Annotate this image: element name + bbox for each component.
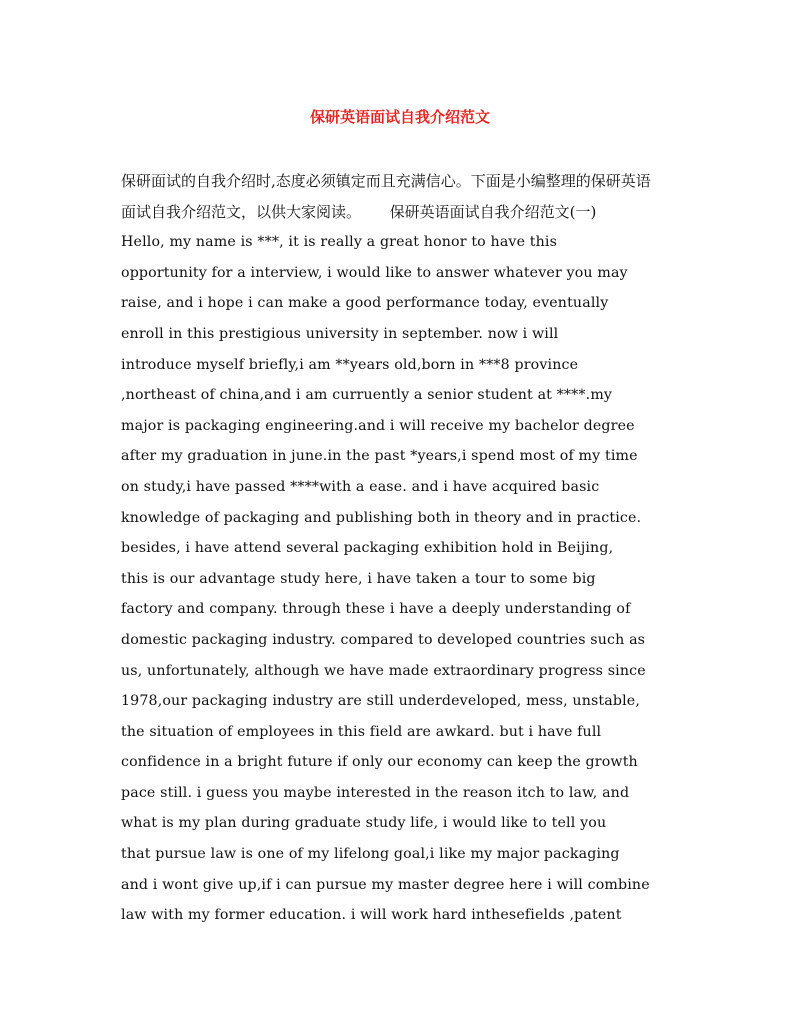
body-line: major is packaging engineering.and i will receive my bachelor degree [121,417,635,434]
document-title: 保研英语面试自我介绍范文 [309,108,490,126]
body-line: law with my former education. i will work hard inthesefields ,patent [121,907,622,924]
body-line: and i wont give up,if i can pursue my master degree here i will combine [121,876,650,893]
body-line: raise, and i hope i can make a good performance today, eventually [121,295,609,312]
body-line: confidence in a bright future if only our economy can keep the growth [121,754,638,771]
body-line: 保研面试的自我介绍时,态度必须镇定而且充满信心。下面是小编整理的保研英语 [121,172,651,190]
body-line: knowledge of packaging and publishing both in theory and in practice. [121,509,642,526]
body-line: domestic packaging industry. compared to developed countries such as [121,631,646,648]
body-line: pace still. i guess you maybe interested in the reason itch to law, and [121,784,630,801]
body-line: enroll in this prestigious university in september. now i will [121,325,559,342]
body-line: that pursue law is one of my lifelong goal,i like my major packaging [121,846,620,863]
body-line: what is my plan during graduate study life, i would like to tell you [121,815,607,832]
body-line: on study,i have passed ****with a ease. and i have acquired basic [121,478,600,495]
body-line: after my graduation in june.in the past *years,i spend most of my time [121,448,638,465]
body-line: besides, i have attend several packaging exhibition hold in Beijing, [121,540,614,557]
body-line: 面试自我介绍范文，以供大家阅读。 保研英语面试自我介绍范文(一) [121,202,597,221]
body-line: opportunity for a interview, i would like to answer whatever you may [121,264,628,281]
document-body [121,166,691,931]
body-line: Hello, my name is ***, it is really a great honor to have this [121,234,558,251]
body-line: ,northeast of china,and i am curruently a senior student at ****.my [121,387,613,404]
body-line: factory and company. through these i have a deeply understanding of [121,601,631,618]
body-line: introduce myself briefly,i am **years old,born in ***8 province [121,356,579,373]
body-line: the situation of employees in this field are awkard. but i have full [121,723,602,740]
body-line: this is our advantage study here, i have taken a tour to some big [121,570,596,587]
body-line: us, unfortunately, although we have made extraordinary progress since [121,662,646,679]
body-line: 1978,our packaging industry are still underdeveloped, mess, unstable, [121,693,641,710]
